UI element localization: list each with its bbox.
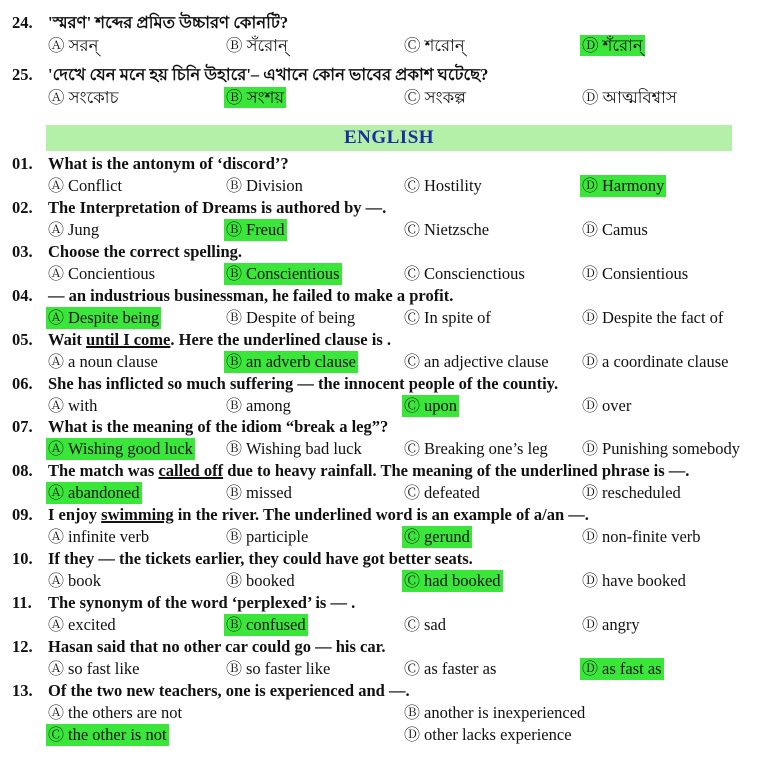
option-letter-marker: Ⓒ — [404, 265, 425, 283]
option-text: Jung — [68, 219, 100, 239]
question-05 — [12, 330, 391, 350]
question-11 — [12, 593, 355, 613]
option-letter-marker: Ⓓ — [582, 178, 603, 195]
option-text: non-finite verb — [602, 527, 701, 547]
option-c[interactable] — [402, 658, 498, 680]
option-text: In spite of — [424, 307, 491, 327]
option-text: an adverb clause — [246, 351, 356, 371]
option-letter-marker: Ⓓ — [582, 485, 603, 503]
option-d-correct[interactable] — [580, 658, 664, 680]
option-letter-marker: Ⓐ — [48, 221, 69, 239]
option-text: upon — [424, 395, 458, 415]
option-d[interactable] — [580, 526, 703, 548]
question-number: 12. — [12, 636, 33, 656]
option-b[interactable] — [224, 482, 294, 504]
question-12 — [12, 637, 386, 657]
option-c[interactable] — [402, 614, 448, 636]
option-letter-marker: Ⓓ — [582, 660, 603, 678]
option-text: had booked — [424, 571, 501, 591]
option-text: Conscienctious — [424, 263, 525, 283]
option-letter-marker: Ⓐ — [48, 573, 69, 591]
option-text: have booked — [602, 571, 686, 591]
question-13 — [12, 681, 410, 701]
option-c[interactable] — [402, 175, 484, 197]
option-a-correct[interactable] — [46, 438, 195, 460]
option-b-correct[interactable] — [224, 351, 358, 373]
option-a[interactable] — [46, 175, 124, 197]
option-text: Despite of being — [246, 307, 356, 327]
question-text: 'স্মরণ' শব্দের প্রমিত উচ্চারণ কোনটি? — [48, 13, 289, 32]
option-b[interactable] — [224, 438, 364, 460]
option-b-correct[interactable]: Ⓑ সংশয় — [226, 88, 285, 107]
option-c-correct[interactable] — [402, 526, 472, 548]
option-text: missed — [246, 483, 292, 503]
option-text: Freud — [246, 219, 285, 239]
option-letter-marker: Ⓒ — [404, 660, 425, 678]
option-text: a coordinate clause — [602, 351, 729, 371]
option-b-correct[interactable] — [224, 263, 342, 285]
option-a[interactable]: Ⓐ সরন্ — [48, 36, 99, 55]
option-letter-marker: Ⓓ — [582, 617, 603, 634]
option-d-correct[interactable] — [580, 175, 666, 197]
question-text-rest: due to heavy rainfall. The meaning of the underlined phrase is ––. — [223, 461, 690, 481]
question-text: What is the antonym of ‘discord’? — [48, 154, 289, 173]
option-text: booked — [246, 571, 295, 591]
option-b[interactable] — [224, 526, 310, 548]
question-number: 13. — [12, 680, 33, 700]
option-text: Despite the fact of — [602, 307, 724, 327]
option-letter-marker: Ⓒ — [48, 726, 69, 744]
option-letter-marker: Ⓑ — [226, 660, 247, 678]
option-a[interactable]: Ⓐ সংকোচ — [48, 88, 119, 107]
option-c[interactable] — [402, 307, 493, 329]
question-number: 10. — [12, 549, 33, 569]
option-letter-marker: Ⓐ — [48, 309, 69, 327]
question-text: Wait — [48, 329, 87, 349]
option-text: participle — [246, 527, 309, 547]
question-number: 11. — [12, 593, 32, 612]
option-letter-marker: Ⓐ — [48, 617, 69, 634]
option-letter-marker: Ⓐ — [48, 265, 69, 283]
question-number: 01. — [12, 154, 33, 173]
option-c[interactable] — [402, 219, 491, 241]
option-d[interactable] — [580, 351, 730, 373]
option-letter-marker: Ⓒ — [404, 573, 425, 591]
option-letter-marker: Ⓒ — [404, 397, 425, 415]
option-b[interactable] — [224, 395, 293, 417]
underlined-phrase: until I come — [86, 329, 171, 349]
option-letter-marker: Ⓓ — [582, 441, 603, 459]
question-number: 04. — [12, 285, 33, 305]
question-text: 'দেখে যেন মনে হয় চিনি উহারে'– এখানে কোন ভাবের প্রকাশ ঘটেছে? — [48, 65, 489, 84]
question-text-rest: . Here the underlined clause is . — [170, 329, 391, 349]
option-d[interactable]: Ⓓ আত্মবিশ্বাস — [582, 88, 677, 107]
question-text: The match was — [48, 461, 159, 481]
option-letter-marker: Ⓑ — [226, 485, 247, 503]
option-d-correct[interactable]: Ⓓ শঁরোন্ — [582, 36, 643, 55]
option-text: other lacks experience — [424, 724, 572, 744]
question-number: 06. — [12, 373, 33, 393]
option-letter-marker: Ⓐ — [48, 441, 69, 459]
question-text: The Interpretation of Dreams is authored by ––. — [48, 197, 387, 217]
option-c[interactable] — [402, 263, 527, 285]
option-b-correct[interactable] — [224, 614, 308, 636]
question-text: –– an industrious businessman, he failed to make a profit. — [48, 285, 454, 305]
question-25 — [12, 62, 488, 89]
option-text: book — [68, 571, 102, 591]
option-letter-marker: Ⓑ — [404, 704, 425, 722]
option-b-correct[interactable] — [224, 219, 287, 241]
option-text: excited — [68, 615, 116, 634]
option-text: the other is not — [68, 724, 167, 744]
option-a[interactable] — [46, 702, 184, 724]
underlined-phrase: swimming — [101, 505, 174, 525]
option-b[interactable] — [224, 175, 305, 197]
option-letter-marker: Ⓓ — [582, 529, 603, 547]
option-a[interactable] — [46, 263, 157, 285]
option-letter-marker: Ⓑ — [226, 265, 247, 283]
question-09 — [12, 505, 589, 525]
option-b[interactable] — [224, 658, 332, 680]
question-number: 02. — [12, 197, 33, 217]
option-text: Camus — [602, 219, 648, 239]
option-c[interactable] — [402, 438, 550, 460]
option-b[interactable]: Ⓑ সঁরোন্ — [226, 36, 288, 55]
option-letter-marker: Ⓐ — [48, 660, 69, 678]
option-text: among — [246, 395, 291, 415]
option-c-correct[interactable] — [46, 724, 169, 746]
option-text: Conscientious — [246, 263, 340, 283]
option-text: Consientious — [602, 263, 689, 283]
question-text: Choose the correct spelling. — [48, 241, 242, 261]
option-letter-marker: Ⓐ — [48, 529, 69, 547]
option-letter-marker: Ⓓ — [582, 221, 603, 239]
question-03 — [12, 242, 242, 262]
option-text: Harmony — [602, 176, 665, 195]
option-text: Division — [246, 176, 303, 195]
option-letter-marker: Ⓐ — [48, 178, 69, 195]
option-b[interactable] — [402, 702, 587, 724]
option-letter-marker: Ⓑ — [226, 573, 247, 591]
question-text-rest: in the river. The underlined word is an example of a/an ––. — [173, 505, 589, 525]
option-a-correct[interactable] — [46, 482, 142, 504]
option-d[interactable] — [580, 570, 688, 592]
option-a[interactable] — [46, 395, 99, 417]
option-letter-marker: Ⓒ — [404, 529, 425, 547]
question-text: Of the two new teachers, one is experienced and ––. — [48, 680, 410, 700]
question-number: 07. — [12, 417, 33, 437]
option-c[interactable] — [402, 482, 482, 504]
option-letter-marker: Ⓒ — [404, 617, 425, 634]
option-letter-marker: Ⓐ — [48, 397, 69, 415]
option-text: defeated — [424, 483, 480, 503]
option-d[interactable] — [580, 263, 690, 285]
option-c-correct[interactable] — [402, 570, 503, 592]
option-a[interactable] — [46, 526, 151, 548]
option-a[interactable] — [46, 658, 142, 680]
option-text: sad — [424, 615, 447, 634]
option-letter-marker: Ⓑ — [226, 221, 247, 239]
question-07 — [12, 417, 388, 437]
option-text: as faster as — [424, 658, 497, 678]
option-text: angry — [602, 615, 640, 634]
option-text: with — [68, 395, 98, 415]
option-d[interactable] — [402, 724, 574, 746]
question-number: 24. — [12, 13, 33, 32]
option-letter-marker: Ⓑ — [226, 397, 247, 415]
question-06 — [12, 374, 558, 394]
option-b[interactable] — [224, 570, 297, 592]
question-text: She has inflicted so much suffering –– the innocent people of the countiy. — [48, 373, 559, 393]
option-c[interactable] — [402, 351, 551, 373]
option-text: confused — [246, 615, 306, 634]
question-text: I enjoy — [48, 505, 102, 525]
option-letter-marker: Ⓑ — [226, 529, 247, 547]
option-text: Wishing bad luck — [246, 439, 362, 459]
question-08 — [12, 461, 689, 481]
question-02 — [12, 198, 386, 218]
option-letter-marker: Ⓓ — [582, 265, 603, 283]
option-d[interactable] — [580, 307, 725, 329]
option-text: as fast as — [602, 658, 662, 678]
option-text: Punishing somebody — [602, 439, 740, 459]
underlined-phrase: called off — [158, 461, 224, 481]
option-letter-marker: Ⓒ — [404, 178, 425, 195]
question-number: 05. — [12, 329, 33, 349]
option-a-correct[interactable] — [46, 307, 161, 329]
option-letter-marker: Ⓓ — [582, 573, 603, 591]
option-text: rescheduled — [602, 483, 681, 503]
section-title-banner: ENGLISH — [46, 125, 732, 151]
option-text: over — [602, 395, 632, 415]
option-text: Concientious — [68, 263, 156, 283]
question-text: What is the meaning of the idiom “break a leg”? — [48, 417, 389, 437]
option-letter-marker: Ⓑ — [226, 353, 247, 371]
option-a[interactable] — [46, 614, 118, 636]
option-text: Hostility — [424, 176, 482, 195]
option-a[interactable] — [46, 219, 101, 241]
option-letter-marker: Ⓐ — [48, 353, 69, 371]
option-c[interactable]: Ⓒ সংকল্প — [404, 88, 466, 107]
option-letter-marker: Ⓓ — [582, 309, 603, 327]
question-text: If they –– the tickets earlier, they could have got better seats. — [48, 549, 473, 569]
question-number: 25. — [12, 65, 33, 84]
option-letter-marker: Ⓑ — [226, 309, 247, 327]
option-letter-marker: Ⓐ — [48, 485, 69, 503]
option-letter-marker: Ⓑ — [226, 617, 247, 634]
question-text: Hasan said that no other car could go –– his car. — [48, 636, 386, 656]
question-number: 03. — [12, 241, 33, 261]
question-10 — [12, 549, 473, 569]
question-04 — [12, 286, 453, 306]
option-letter-marker: Ⓒ — [404, 309, 425, 327]
option-letter-marker: Ⓑ — [226, 441, 247, 459]
option-text: a noun clause — [68, 351, 158, 371]
question-01 — [12, 154, 289, 174]
option-d[interactable] — [580, 219, 650, 241]
option-text: abandoned — [68, 483, 140, 503]
option-letter-marker: Ⓒ — [404, 485, 425, 503]
option-text: Breaking one’s leg — [424, 439, 548, 459]
question-number: 08. — [12, 461, 33, 481]
option-a[interactable] — [46, 570, 103, 592]
question-text: The synonym of the word ‘perplexed’ is –– . — [48, 593, 356, 612]
option-c[interactable]: Ⓒ শরোন্ — [404, 36, 465, 55]
question-number: 09. — [12, 505, 33, 525]
option-d[interactable] — [580, 482, 683, 504]
option-text: Despite being — [68, 307, 160, 327]
option-d[interactable] — [580, 614, 642, 636]
option-letter-marker: Ⓓ — [404, 726, 425, 744]
option-d[interactable] — [580, 438, 742, 460]
option-text: another is inexperienced — [424, 702, 586, 722]
option-text: so fast like — [68, 658, 140, 678]
option-letter-marker: Ⓐ — [48, 704, 69, 722]
option-letter-marker: Ⓓ — [582, 397, 603, 415]
option-text: an adjective clause — [424, 351, 549, 371]
option-text: Conflict — [68, 176, 123, 195]
option-c-correct[interactable] — [402, 395, 459, 417]
option-a[interactable] — [46, 351, 160, 373]
option-text: gerund — [424, 527, 470, 547]
option-text: the others are not — [68, 702, 183, 722]
option-b[interactable] — [224, 307, 357, 329]
option-letter-marker: Ⓒ — [404, 353, 425, 371]
option-letter-marker: Ⓒ — [404, 221, 425, 239]
option-letter-marker: Ⓓ — [582, 353, 603, 371]
option-letter-marker: Ⓑ — [226, 178, 247, 195]
option-letter-marker: Ⓒ — [404, 441, 425, 459]
option-text: so faster like — [246, 658, 331, 678]
option-text: Nietzsche — [424, 219, 490, 239]
option-text: infinite verb — [68, 527, 150, 547]
question-24 — [12, 10, 288, 37]
option-text: Wishing good luck — [68, 439, 193, 459]
option-d[interactable] — [580, 395, 633, 417]
